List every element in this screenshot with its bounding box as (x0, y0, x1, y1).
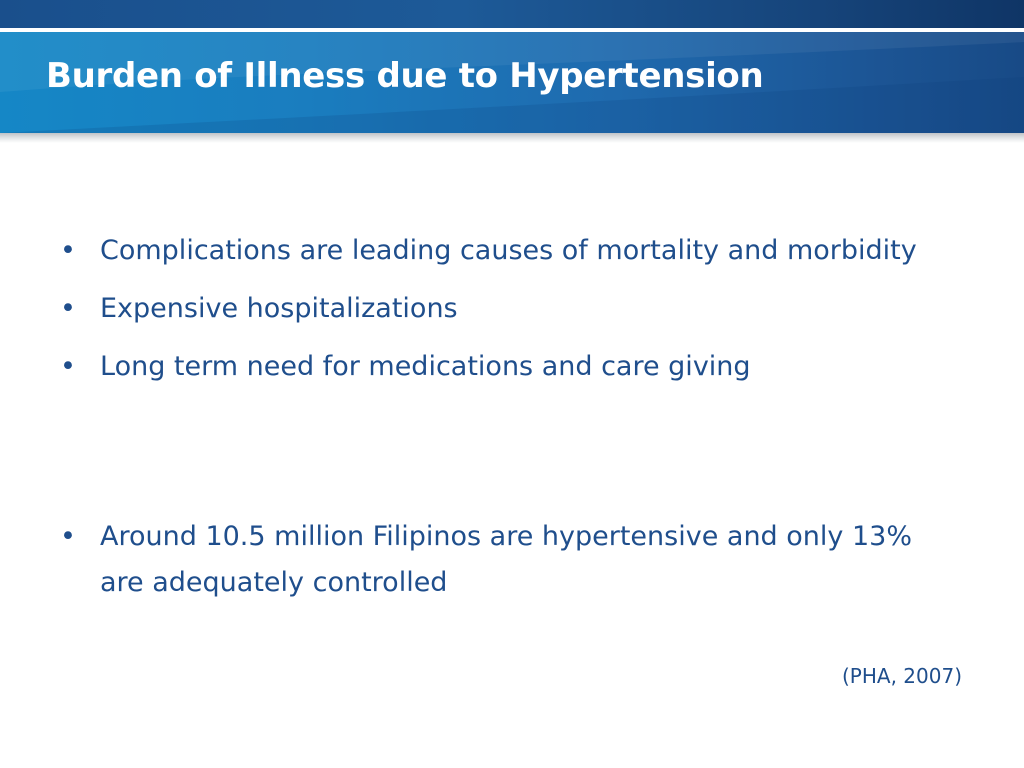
bullet-item (60, 514, 960, 606)
bullet-list (60, 228, 960, 618)
bullet-dot: • (60, 521, 76, 552)
bullet-dot: • (60, 235, 76, 266)
bullet-item (60, 286, 960, 332)
bullet-text: Around 10.5 million Filipinos are hypertensive and only 13% are adequately controlled (100, 521, 912, 598)
bullet-item (60, 228, 960, 274)
bullet-dot: • (60, 293, 76, 324)
bullet-text: Complications are leading causes of mortality and morbidity (100, 235, 917, 266)
title-banner (0, 32, 1024, 133)
header-top-strip (0, 0, 1024, 28)
banner-shadow (0, 133, 1024, 143)
slide-title: Burden of Illness due to Hypertension (46, 56, 764, 96)
bullet-dot: • (60, 351, 76, 382)
bullet-text: Expensive hospitalizations (100, 293, 458, 324)
bullet-item (60, 344, 960, 390)
citation: (PHA, 2007) (842, 664, 962, 688)
bullet-text: Long term need for medications and care giving (100, 351, 751, 382)
